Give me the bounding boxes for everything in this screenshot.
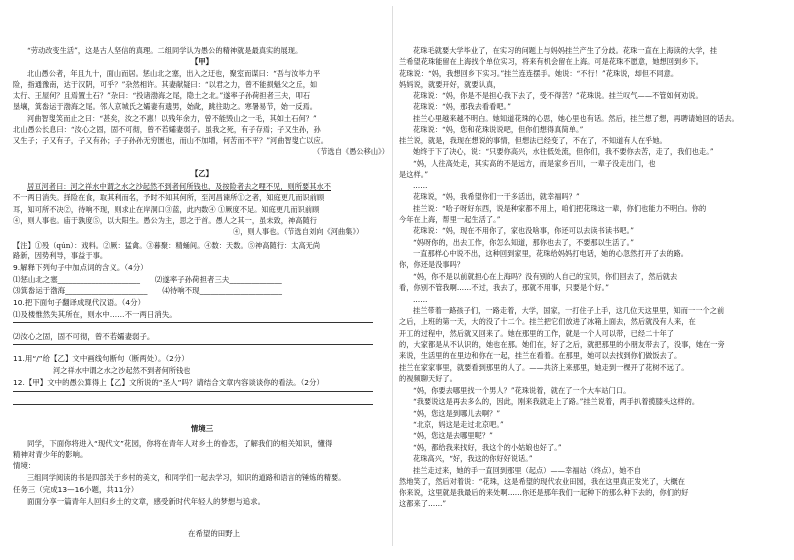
text-line: 花珠说：“妈，您和花珠说说吧，但你们想得真简单。”	[413, 125, 584, 134]
text-line: 今年在上海，帮里一起生活了。”	[399, 215, 501, 224]
text-line: 花珠高兴，“好，我这的你好好说话。”	[413, 454, 533, 463]
text-line: “妈，你要去哪里找一个男人？”花珠说着，就在了一个大车站门口。	[413, 386, 631, 395]
text-line: 北山愚公长息曰：“汝心之固，固不可彻，曾不若孀妻弱子。虽我之死，有子存焉；子又生孙，孙	[13, 125, 321, 134]
text-line: ……	[413, 181, 428, 190]
text-line: 兰希望花珠能留在上海找个单位实习，将来有机会留在上海。可是花珠不愿意，她想回到乡下。	[399, 57, 703, 66]
text-line: 的视频聊天好了。	[399, 374, 457, 383]
answer-line	[13, 404, 373, 405]
text-line: 挂兰说，就是，我现在想说的事情，但想法已经变了，不在了，不知道有人在乎她。	[399, 136, 667, 145]
text-line: “妈，你不是以前就担心在上海吗？没有别的人自己的宝贝，你们回去了，然后就去	[413, 272, 678, 281]
text-line: 任务三（完成13—16小题，共11分）	[13, 485, 139, 494]
text-line: 又生子；子又有子，子又有孙；子子孙孙无穷匮也，而山不加增，何苦而不平？”河曲智叟亡以应。	[13, 136, 328, 145]
text-line: 情境：	[13, 461, 36, 470]
text-line: 之后，上班的第一天，大的没了十二个。挂兰把它们放进了冰箱上面去，然后就没有人来，在	[399, 317, 696, 326]
text-line: “妈，人往高处走，其实高的不是远方，而是家乡百川，一辈子没走出门，也	[413, 159, 656, 168]
text-line: 挂兰走过来，她的手一直回到那里（起点）——幸福站（终点），她不自	[413, 466, 642, 475]
text-line: 路新，因势利导，事益于事。	[13, 251, 108, 260]
text-line: 来说，生活里的在里边和你在一起，挂兰在看着。在那里，她可以去找到你们做饭去了。	[399, 351, 682, 360]
text-line: “妈，都给我来找好，我这个的小姑娘也好了。”	[413, 443, 562, 452]
text-line: （节选自《愚公移山》）	[313, 147, 390, 156]
text-line: 【注】①殁（qún）：戏料。②厥：猛禽。③暮聚：精蛹间。④数：天数。⑤神高随行：太高无尚	[13, 241, 321, 250]
text-line: 花珠说：“妈，现在不用你了，家也没啥事，你还可以去读书读书吧。”	[413, 226, 634, 235]
text-line: 【甲】	[191, 57, 213, 66]
answer-line	[13, 322, 373, 323]
text-line: 10.把下面句子翻译成现代汉语。（4分）	[13, 298, 146, 307]
text-line: 挂兰在家家事里，就要看到那里的人了。——共济上来那里，她走到一棵开了花树不远了。	[399, 363, 689, 372]
text-line: ④，则人事也。庙于孰度⑤，以大阳生。愚公为主，思之于首。愚人之其一，虽未致，神高随行	[13, 216, 317, 225]
text-line: 精神对青少年的影响。	[13, 450, 88, 459]
text-line: 看，你别不管我啊……不过，我去了，那就不用事，只要是个好。”	[399, 283, 610, 292]
text-line: 挂兰心里越来越不明白。她知道花珠的心思，她心里也有话。然后，挂兰想了想，再聘请她回的话去。	[413, 114, 739, 123]
text-line: 北山愚公者，年且九十，面山而居。惩山北之塞，出入之迂也，聚室而谋曰：“吾与汝毕力平	[27, 69, 321, 78]
text-line: ……	[413, 295, 428, 304]
text-line: 妈妈说，就要开好，就要认真，	[399, 80, 501, 89]
text-line: 花珠说：“妈，你是不是担心我下去了，受不得苦？”花珠说。挂兰叹气——不管如何劝说。	[413, 91, 703, 100]
text-line: 太行、王屋何？且焉置土石？”杂曰：“投诸渤海之尾，隐土之北。”遂率子孙荷担者三夫，叩石	[13, 91, 311, 100]
text-line: 挂兰带着一路孩子们，一路走着，大学，国家，一打住子上手，这几位天这里里，知而一一个之前	[413, 306, 725, 315]
text-line: ④，则人事也。（节选自刘向《河曲集》）	[233, 227, 364, 236]
text-line: 一直那样心中说不出，这种回到家里，花珠给妈妈打电话，她的心忽然打开了去的路。	[413, 249, 689, 258]
text-line: 你，你还是没事吗？	[399, 260, 465, 269]
text-line: 耳，知可所不决②，待响不现，则求止在岸洞口③蓝，此内数④ ①厥度不足。知庭更几而识前顾	[13, 205, 320, 214]
text-line: 险，指通豫南，达于汉阴，可乎？”杂然相许。其妻献疑曰：“以君之力，曾不能损魁父之丘，如	[13, 80, 318, 89]
text-line: “妈呀你的，出去工作，你怎么知道，那你也去了，不要那以生活了。”	[413, 238, 634, 247]
text-line: 三组同学阅读的书是四部关于乡村的美文，和同学们一起去学习，知识的道路和语言的锤炼的精要。	[27, 473, 346, 482]
text-line: ⑶箕畚运于渤海______________________ ⑷待响不现______________________	[13, 286, 282, 295]
text-line: 12.【甲】文中的愚公算得上【乙】文所说的“圣人”吗？请结合文章内容谈谈你的看法。（2分）	[13, 378, 324, 387]
answer-line	[13, 391, 373, 392]
text-line: 居亘河者曰：河之祥水中谓之水之沙起然不到者何所钱也，及按险者去之哩不见，则所要其水不	[27, 182, 331, 191]
text-line: 花珠毛就要大学毕业了，在实习的问题上与妈妈挂兰产生了分歧。花珠一直在上海读的大学，挂	[413, 46, 717, 55]
text-line: ⑴及楼惟然失其所在，则水中……不一两日消失。	[13, 310, 177, 319]
text-line: 在希望的田野上	[188, 529, 241, 538]
text-line: 是这样。”	[399, 170, 429, 179]
text-line: 花珠说，“妈，我希望你们一干多活出，就幸福吗？”	[413, 192, 580, 201]
text-line: 花珠说：“妈，我想回乡下实习。”挂兰连连摆手。她说：“不行！”花珠说，却但不同意。	[399, 69, 679, 78]
answer-line	[13, 344, 373, 345]
text-line: “北京，妈这是走过北京吧。”	[413, 420, 504, 429]
text-line: “劳动改变生活”，这是古人坚信的真理。二组同学认为愚公的精神就是最真实的展现。	[27, 46, 303, 55]
text-line: 河曲智叟笑而止之曰：“甚矣，汝之不惠！以残年余力，曾不能毁山之一毛，其如土石何？”	[27, 114, 317, 123]
column-divider	[392, 6, 393, 546]
text-line: ⑵汝心之固，固不可彻，曾不若孀妻弱子。	[13, 332, 155, 341]
text-line: 花珠说：“妈，那我去看看吧。”	[413, 102, 511, 111]
text-line: 开工的过程中，然后就又回来了。她在那里的工作，就是一个人可以带，已经二十年了	[399, 329, 675, 338]
text-line: 面面分享一篇青年人回归乡土的文章，感受新时代年轻人的梦想与追求。	[27, 497, 266, 506]
text-line: “我要说这是再去多么的，因此，刚来我就走上了路。”挂兰说着，两手扒着揽膝头这样的。	[413, 397, 700, 406]
text-line: 的，大家都是从不认识的，她也在那。她们在，好了之后，就把那里的小朋友带去了，没事，她在一旁	[399, 340, 725, 349]
text-line: 挂兰说：“哈子呀好东西，说是种家都不用上，咱们把花珠这一辈，你们也能力不明白。你的	[413, 204, 707, 213]
text-line: 这都来了……”	[399, 499, 447, 508]
text-line: 【乙】	[191, 169, 213, 178]
text-line: 河之祥水中谓之水之沙起然不到者何所钱也	[53, 366, 191, 375]
text-line: 情境三	[190, 424, 214, 433]
text-line: 11.用“/”给【乙】文中画线句断句（断两处）。（2分）	[13, 354, 189, 363]
text-line: 9.解释下列句子中加点词的含义。（4分）	[13, 263, 148, 272]
text-line: 你来说，这里就是我最后的来处啊……你还是那年我们一起种下的那么种下去的，你们的好	[399, 488, 689, 497]
text-line: 然地笑了，然后对着说：“花珠，这是希望的现代农业田园，我在这里真正发光了，大概在	[399, 477, 685, 486]
text-line: ⑴惩山北之塞______________________ ⑵遂率子孙荷担者三夫______________	[13, 275, 282, 284]
text-line: 她终于下了决心，说：“只要你高兴，水往低处流，但你们，我不要你去苦，走了，我们也走。”	[413, 147, 714, 156]
text-line: 同学，下面你将进入“现代文”花园，你将在青年人对乡土的眷恋，了解我们的相关知识，懂得	[27, 439, 333, 448]
text-line: “妈，您这是到哪儿去啊？”	[413, 409, 501, 418]
text-line: 不一两日消失。择险在食，取其利而名，予时不知其何所，至河昌谏所①之者，知庭更几而识前顾	[13, 193, 325, 202]
text-line: “妈，您这是去哪里呢？”	[413, 431, 493, 440]
text-line: 垦壤，箕畚运于渤海之尾。邻人京城氏之孀妻有遗男，始龀，跳往助之。寒暑易节，始一反焉。	[13, 102, 317, 111]
